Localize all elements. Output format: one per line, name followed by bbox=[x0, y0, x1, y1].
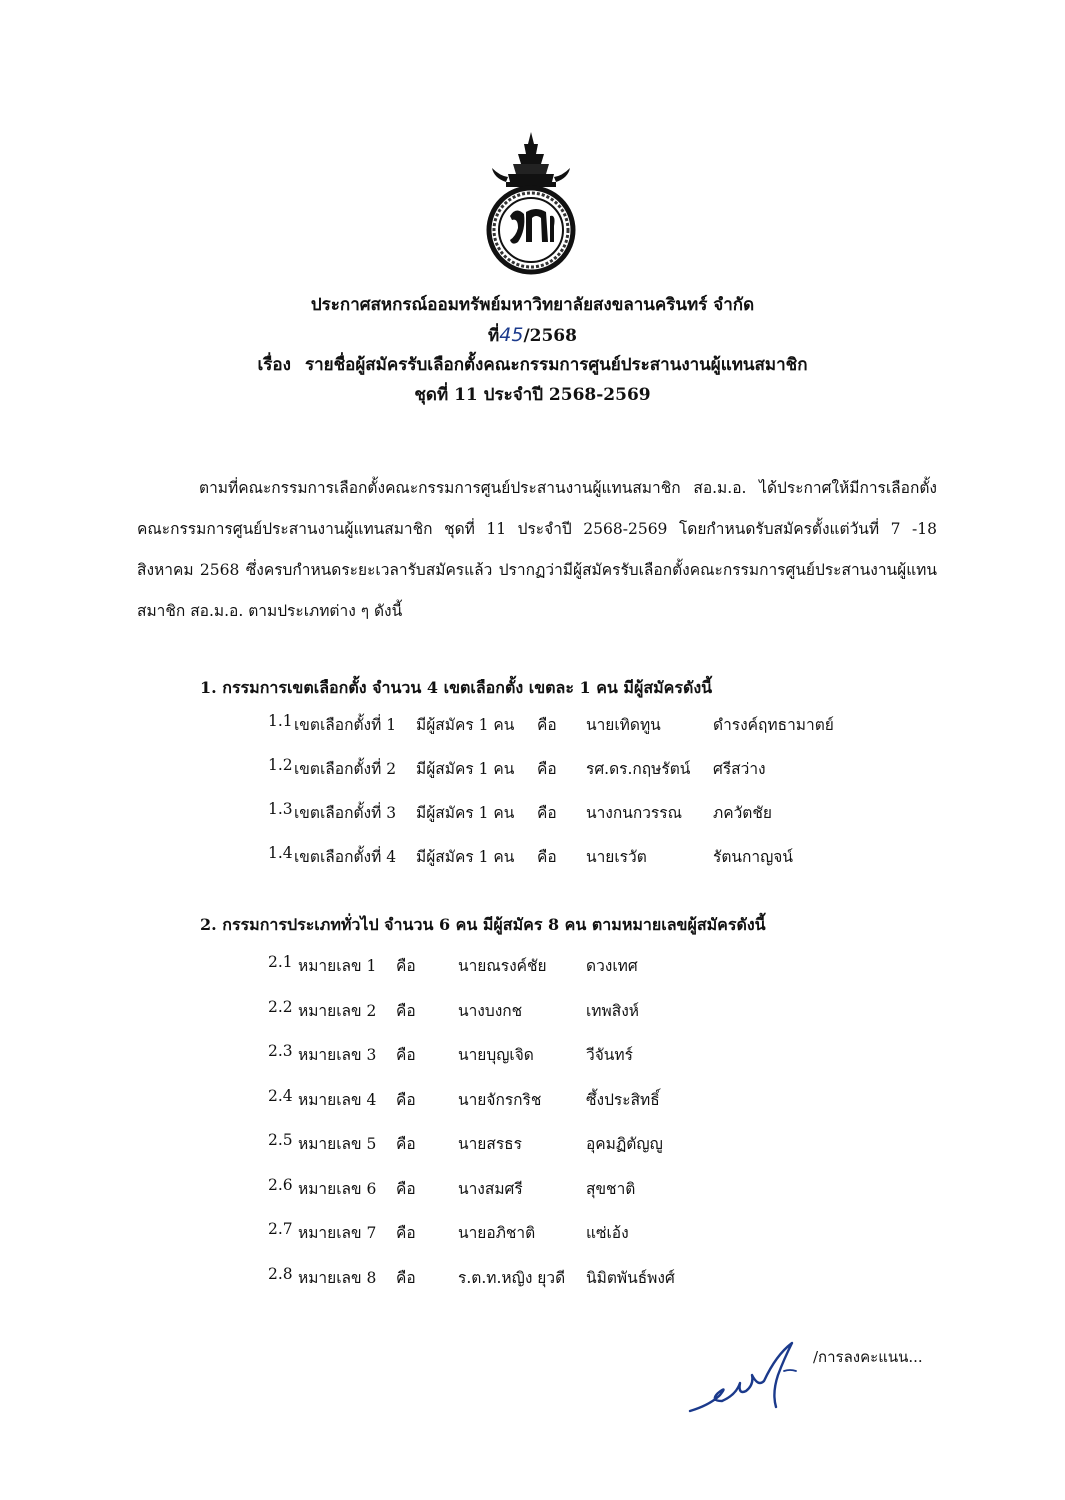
section2-is: คือ bbox=[396, 1046, 416, 1064]
section2-last: เทพสิงห์ bbox=[586, 1001, 639, 1020]
section2-no: 2.6 bbox=[268, 1175, 293, 1194]
section1-district: เขตเลือกตั้งที่ 1 bbox=[294, 716, 397, 734]
section1-first: นางกนกวรรณ bbox=[586, 804, 682, 822]
section2-last: ดวงเทศ bbox=[586, 957, 638, 975]
section2-last: วีจันทร์ bbox=[586, 1046, 633, 1064]
section2-first: นายอภิชาติ bbox=[458, 1224, 536, 1242]
section2-is: คือ bbox=[396, 1001, 416, 1020]
section2-is: คือ bbox=[396, 1268, 416, 1287]
section1-count: มีผู้สมัคร 1 คน bbox=[416, 716, 515, 734]
section1-last: ภควัตชัย bbox=[713, 804, 772, 822]
section2-no: 2.7 bbox=[268, 1220, 293, 1238]
section2-number: หมายเลข 4 bbox=[298, 1090, 377, 1109]
section2-last: สุขชาติ bbox=[586, 1179, 636, 1198]
subject-text: รายชื่อผู้สมัครรับเลือกตั้งคณะกรรมการศูนย์ประสานงานผู้แทนสมาชิก bbox=[304, 355, 808, 375]
continued-on-next-page: /การลงคะแนน... bbox=[813, 1348, 923, 1366]
subject-line-2: ชุดที่ 11 ประจำปี 2568-2569 bbox=[414, 385, 651, 405]
section2-number: หมายเลข 8 bbox=[298, 1268, 377, 1287]
section1-heading: 1. กรรมการเขตเลือกตั้ง จำนวน 4 เขตเลือกตั้ง เขตละ 1 คน มีผู้สมัครดังนี้ bbox=[200, 678, 713, 697]
section2-no: 2.8 bbox=[268, 1264, 293, 1283]
section1-is: คือ bbox=[537, 716, 557, 734]
section2-first: นายณรงค์ชัย bbox=[458, 957, 547, 975]
section2-number: หมายเลข 7 bbox=[298, 1224, 377, 1242]
section1-last: ดำรงค์ฤทธามาตย์ bbox=[713, 716, 834, 734]
section2-no: 2.4 bbox=[268, 1086, 293, 1105]
section2-last: อุคมฏิตัญญู bbox=[586, 1135, 663, 1153]
intro-paragraph bbox=[137, 468, 937, 632]
announcement-header bbox=[0, 290, 1065, 410]
section2-first: นายบุญเจิด bbox=[458, 1046, 534, 1064]
section1-no: 1.2 bbox=[268, 756, 293, 774]
subject-label: เรื่อง bbox=[257, 355, 291, 375]
section1-count: มีผู้สมัคร 1 คน bbox=[416, 760, 515, 778]
section2-last: นิมิตพันธ์พงศ์ bbox=[586, 1268, 675, 1287]
section2-no: 2.5 bbox=[268, 1131, 293, 1149]
section2-first: นางสมศรี bbox=[458, 1179, 523, 1198]
subject-line bbox=[0, 350, 1065, 380]
section2-heading: 2. กรรมการประเภททั่วไป จำนวน 6 คน มีผู้สมัคร 8 คน ตามหมายเลขผู้สมัครดังนี้ bbox=[200, 915, 766, 934]
section1-first: รศ.ดร.กฤษรัตน์ bbox=[586, 760, 691, 778]
org-title: ประกาศสหกรณ์ออมทรัพย์มหาวิทยาลัยสงขลานครินทร์ จำกัด bbox=[310, 295, 755, 315]
section1-no: 1.1 bbox=[268, 712, 293, 730]
section2-first: นายสรธร bbox=[458, 1135, 522, 1153]
section2-first: ร.ต.ท.หญิง ยุวดี bbox=[458, 1268, 566, 1287]
section1-count: มีผู้สมัคร 1 คน bbox=[416, 804, 515, 822]
section1-is: คือ bbox=[537, 848, 557, 866]
section1-is: คือ bbox=[537, 760, 557, 778]
number-suffix: /2568 bbox=[523, 326, 577, 346]
section2-is: คือ bbox=[396, 1224, 416, 1242]
section2-no: 2.3 bbox=[268, 1042, 293, 1060]
section1-first: นายเรวัต bbox=[586, 848, 647, 866]
section1-last: ศรีสว่าง bbox=[713, 760, 766, 778]
section2-number: หมายเลข 1 bbox=[298, 957, 377, 975]
section1-district: เขตเลือกตั้งที่ 2 bbox=[294, 760, 397, 778]
section2-is: คือ bbox=[396, 1179, 416, 1198]
section2-number: หมายเลข 3 bbox=[298, 1046, 377, 1064]
cooperative-seal-emblem bbox=[466, 130, 596, 278]
announcement-number bbox=[0, 320, 1065, 350]
section2-is: คือ bbox=[396, 1090, 416, 1109]
section1-count: มีผู้สมัคร 1 คน bbox=[416, 848, 515, 866]
section2-is: คือ bbox=[396, 957, 416, 975]
section1-district: เขตเลือกตั้งที่ 4 bbox=[294, 848, 397, 866]
section2-first: นายจักรกริช bbox=[458, 1090, 542, 1109]
intro-text: ตามที่คณะกรรมการเลือกตั้งคณะกรรมการศูนย์ประสานงานผู้แทนสมาชิก สอ.ม.อ. ได้ประกาศให้มีการเลือกตั้งคณะกรรมการศูนย์ประสานงานผู้แทนสมาชิก ชุดที่ 11 ประจำปี 2568-2569 โดยกำหนดรับสมัครตั้งแต่วันที่ 7 -18 สิงหาคม 2568 ซึ่งครบกำหนดระยะเวลารับสมัครแล้ว ปรากฏว่ามีผู้สมัครรับเลือกตั้งคณะกรรมการศูนย์ประสานงานผู้แทนสมาชิก สอ.ม.อ. ตามประเภทต่าง ๆ ดังนี้ bbox=[137, 479, 937, 620]
section1-last: รัตนกาญจน์ bbox=[713, 848, 793, 866]
section1-first: นายเทิดทูน bbox=[586, 716, 661, 734]
section2-last: ซึ้งประสิทธิ์ bbox=[586, 1090, 660, 1109]
section2-last: แซ่เอ้ง bbox=[586, 1224, 629, 1242]
section2-first: นางบงกช bbox=[458, 1001, 523, 1020]
section2-number: หมายเลข 5 bbox=[298, 1135, 377, 1153]
section1-no: 1.4 bbox=[268, 844, 293, 862]
section1-no: 1.3 bbox=[268, 800, 293, 818]
section2-is: คือ bbox=[396, 1135, 416, 1153]
section2-no: 2.1 bbox=[268, 953, 293, 971]
number-handwritten: 45 bbox=[499, 324, 524, 346]
number-prefix: ที่ bbox=[488, 326, 500, 346]
section1-is: คือ bbox=[537, 804, 557, 822]
section1-district: เขตเลือกตั้งที่ 3 bbox=[294, 804, 397, 822]
handwritten-signature bbox=[680, 1335, 810, 1425]
section2-no: 2.2 bbox=[268, 997, 293, 1016]
section2-number: หมายเลข 2 bbox=[298, 1001, 377, 1020]
section2-number: หมายเลข 6 bbox=[298, 1179, 377, 1198]
